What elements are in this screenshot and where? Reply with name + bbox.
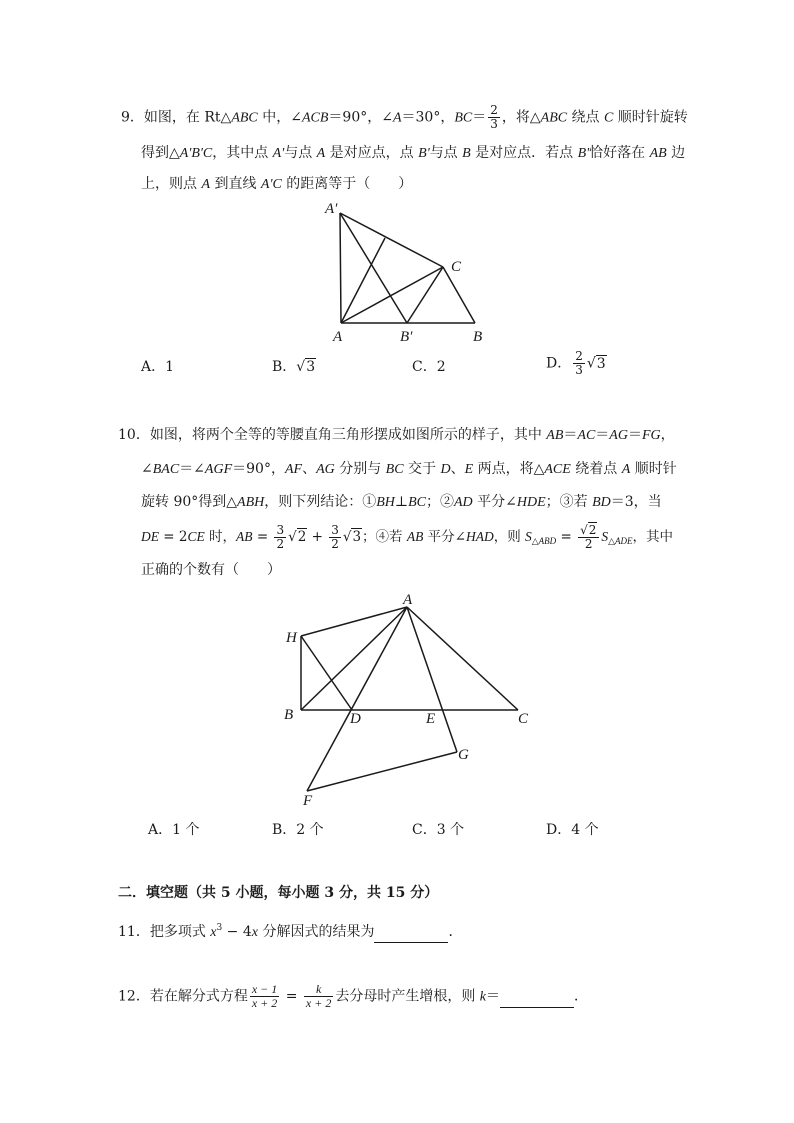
q10-line3: 旋转 90°得到△ABH，则下列结论：①BH⊥BC；②AD 平分∠HDE；③若 BD＝3，当	[141, 494, 662, 510]
q9-line3: 上，则点 A 到直线 A'C 的距离等于（ ）	[141, 176, 413, 192]
q10-seg-AG	[407, 607, 457, 752]
answer-blank[interactable]	[374, 922, 448, 943]
fraction-root2-over-2: $\frac{√2}{2}$	[578, 524, 599, 551]
answer-blank[interactable]	[500, 987, 574, 1008]
q9-option-c[interactable]: C．2	[412, 359, 446, 375]
q10-label-G: G	[458, 747, 469, 763]
q9-label-Bprime: B′	[400, 329, 413, 345]
fraction-2-3: $\frac{2}{3}$	[575, 349, 583, 377]
q10-label-H: H	[286, 630, 297, 646]
q9-option-a[interactable]: A．1	[141, 359, 175, 375]
q9-option-b[interactable]: B．√3	[272, 359, 316, 375]
q12-line: 12．若在解分式方程 $\frac{x - 1}{x + 2}$ = $\frac{k}{x + 2}$ 去分母时产生增根，则 k＝ ．	[118, 982, 589, 1010]
q11-line: 11．把多项式 $x^3 - 4x$ 分解因式的结果为 ．	[118, 918, 462, 943]
fraction-3-2: $\frac{3}{2}$	[276, 523, 285, 551]
q10-label-B: B	[284, 707, 294, 723]
q10-label-A: A	[403, 592, 413, 608]
q10-seg-FG	[307, 752, 457, 791]
q10-label-E: E	[426, 711, 436, 727]
q10-label-C: C	[518, 711, 529, 727]
q9-option-d[interactable]: D． $\frac{2}{3}$ √3	[546, 349, 606, 377]
q10-seg-AF	[307, 607, 407, 791]
q10-option-a[interactable]: A．1 个	[148, 822, 200, 838]
q9-line2: 得到△A'B'C，其中点 A'与点 A 是对应点，点 B'与点 B 是对应点．若点 B'恰好落在 AB 边	[141, 145, 686, 161]
fraction-x-1-over-x-2: $\frac{x - 1}{x + 2}$	[251, 982, 278, 1010]
q10-option-b[interactable]: B．2 个	[272, 822, 324, 838]
q10-label-F: F	[303, 793, 313, 809]
q9-label-Aprime: A′	[325, 201, 338, 217]
q10-option-c[interactable]: C．3 个	[412, 822, 465, 838]
q10-label-D: D	[350, 711, 361, 727]
q10-option-d[interactable]: D．4 个	[546, 822, 599, 838]
q10-seg-HD	[301, 636, 352, 710]
q10-line2: ∠BAC＝∠AGF＝90°，AF、AG 分别与 BC 交于 D、E 两点，将△ACE 绕着点 A 顺时针	[141, 461, 677, 477]
q10-line4: DE = 2CE 时，AB = $\frac{3}{2}$ √2 + $\frac{3}{2}$ √3；④若 AB 平分∠HAD，则 $S_{\triangle ABD}$ = $\frac{√2}{2}$ $S_{\triangle ADE}$，其中	[141, 523, 674, 551]
q9-label-A: A	[333, 329, 343, 345]
q10-line5: 正确的个数有（ ）	[141, 562, 281, 578]
q9-label-B: B	[473, 329, 483, 345]
q9-line1: 9．如图，在 Rt△ABC 中，∠ACB＝90°，∠A＝30°，BC＝ $\frac{2}{3}$ ，将△ABC 绕点 C 顺时针旋转	[121, 103, 688, 131]
section-title: 二．填空题（共 5 小题，每小题 3 分，共 15 分）	[118, 885, 439, 901]
fraction-3-2: $\frac{3}{2}$	[331, 523, 339, 551]
fraction-k-over-x-2: $\frac{k}{x + 2}$	[305, 982, 332, 1010]
q10-line1: 10．如图，将两个全等的等腰直角三角形摆成如图所示的样子，其中 AB＝AC＝AG＝FG，	[118, 427, 675, 443]
q9-label-C: C	[451, 259, 462, 275]
fraction-2-3: $\frac{2}{3}$	[490, 103, 498, 131]
q10-seg-AC	[407, 607, 518, 710]
